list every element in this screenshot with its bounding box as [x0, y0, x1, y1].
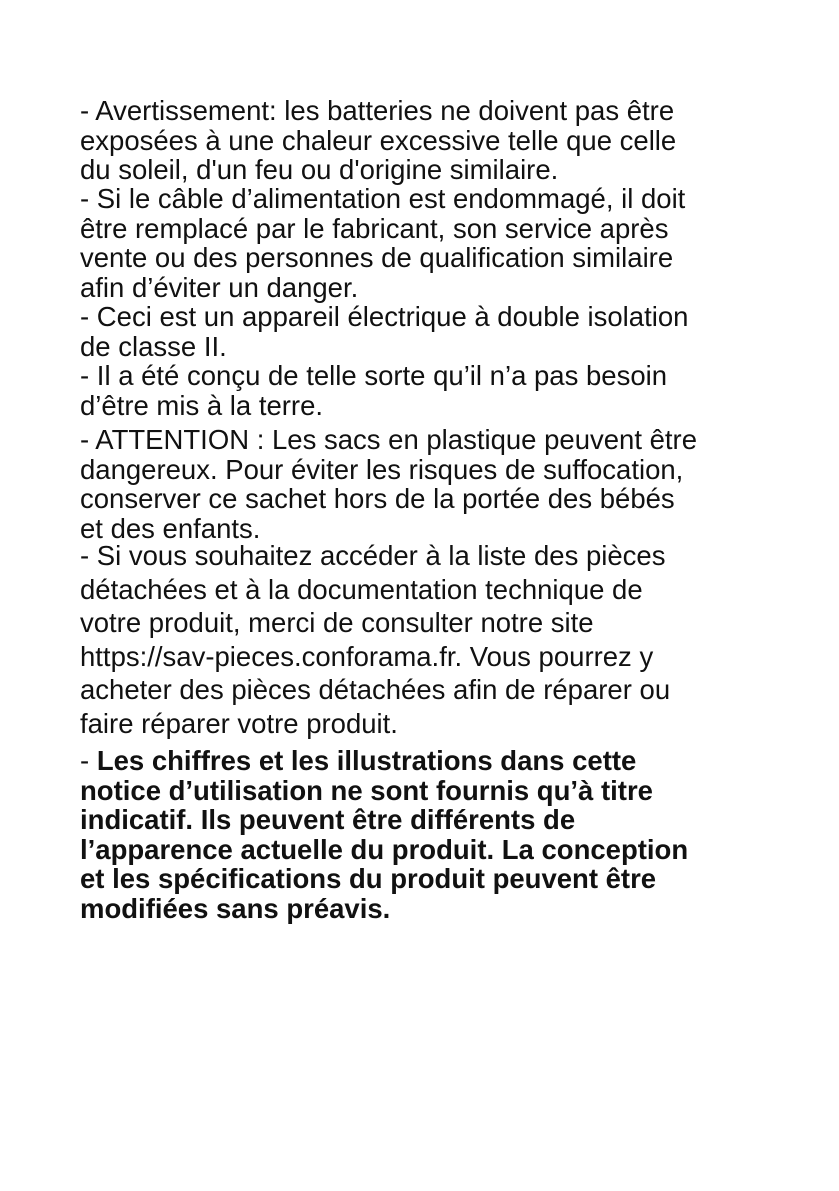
battery-warning-paragraph [80, 96, 676, 185]
text-line: - ATTENTION : Les sacs en plastique peuvent être [80, 424, 697, 455]
text-line: votre produit, merci de consulter notre site [80, 607, 594, 638]
text-line: - Avertissement: les batteries ne doivent pas être [80, 95, 675, 126]
double-insulation-paragraph [80, 302, 688, 361]
text-line [80, 746, 688, 776]
text-line: conserver ce sachet hors de la portée des bébés [80, 483, 675, 514]
dash-prefix: - [80, 745, 97, 776]
plastic-bag-warning-paragraph [80, 425, 697, 543]
disclaimer-paragraph [80, 746, 688, 923]
text-line: - Il a été conçu de telle sorte qu’il n’a pas besoin [80, 360, 668, 391]
text-line: afin d’éviter un danger. [80, 271, 359, 303]
bold-text-line: notice d’utilisation ne sont fournis qu’à titre [80, 774, 653, 806]
text-line: être remplacé par le fabricant, son service après [80, 212, 669, 244]
text-line: de classe II. [80, 330, 227, 362]
bold-text-line: modifiées sans préavis. [80, 892, 391, 924]
text-line: et des enfants. [80, 512, 261, 544]
text-line: https://sav-pieces.conforama.fr. Vous pourrez y [80, 640, 654, 672]
text-line: vente ou des personnes de qualification similaire [80, 242, 674, 273]
text-line: - Si le câble d’alimentation est endommagé, il doit [80, 183, 686, 214]
text-line: faire réparer votre produit. [80, 707, 398, 739]
text-line: d’être mis à la terre. [80, 389, 324, 421]
text-line: exposées à une chaleur excessive telle que celle [80, 124, 677, 156]
bold-text: Les chiffres et les illustrations dans cette [96, 745, 637, 776]
power-cable-paragraph [80, 184, 685, 302]
text-line: acheter des pièces détachées afin de réparer ou [80, 674, 671, 705]
text-line: - Ceci est un appareil électrique à double isolation [80, 301, 689, 332]
bold-text-line: et les spécifications du produit peuvent être [80, 863, 657, 894]
spare-parts-paragraph [80, 539, 670, 740]
bold-text-line: l’apparence actuelle du produit. La conception [80, 833, 689, 865]
text-line: du soleil, d'un feu ou d'origine similaire. [80, 154, 559, 185]
text-line: - Si vous souhaitez accéder à la liste des pièces [80, 540, 666, 571]
earthing-paragraph [80, 361, 667, 420]
text-line: dangereux. Pour éviter les risques de suffocation, [80, 453, 684, 485]
text-line: détachées et à la documentation technique de [80, 573, 643, 605]
bold-text-line: indicatif. Ils peuvent être différents de [80, 804, 576, 835]
